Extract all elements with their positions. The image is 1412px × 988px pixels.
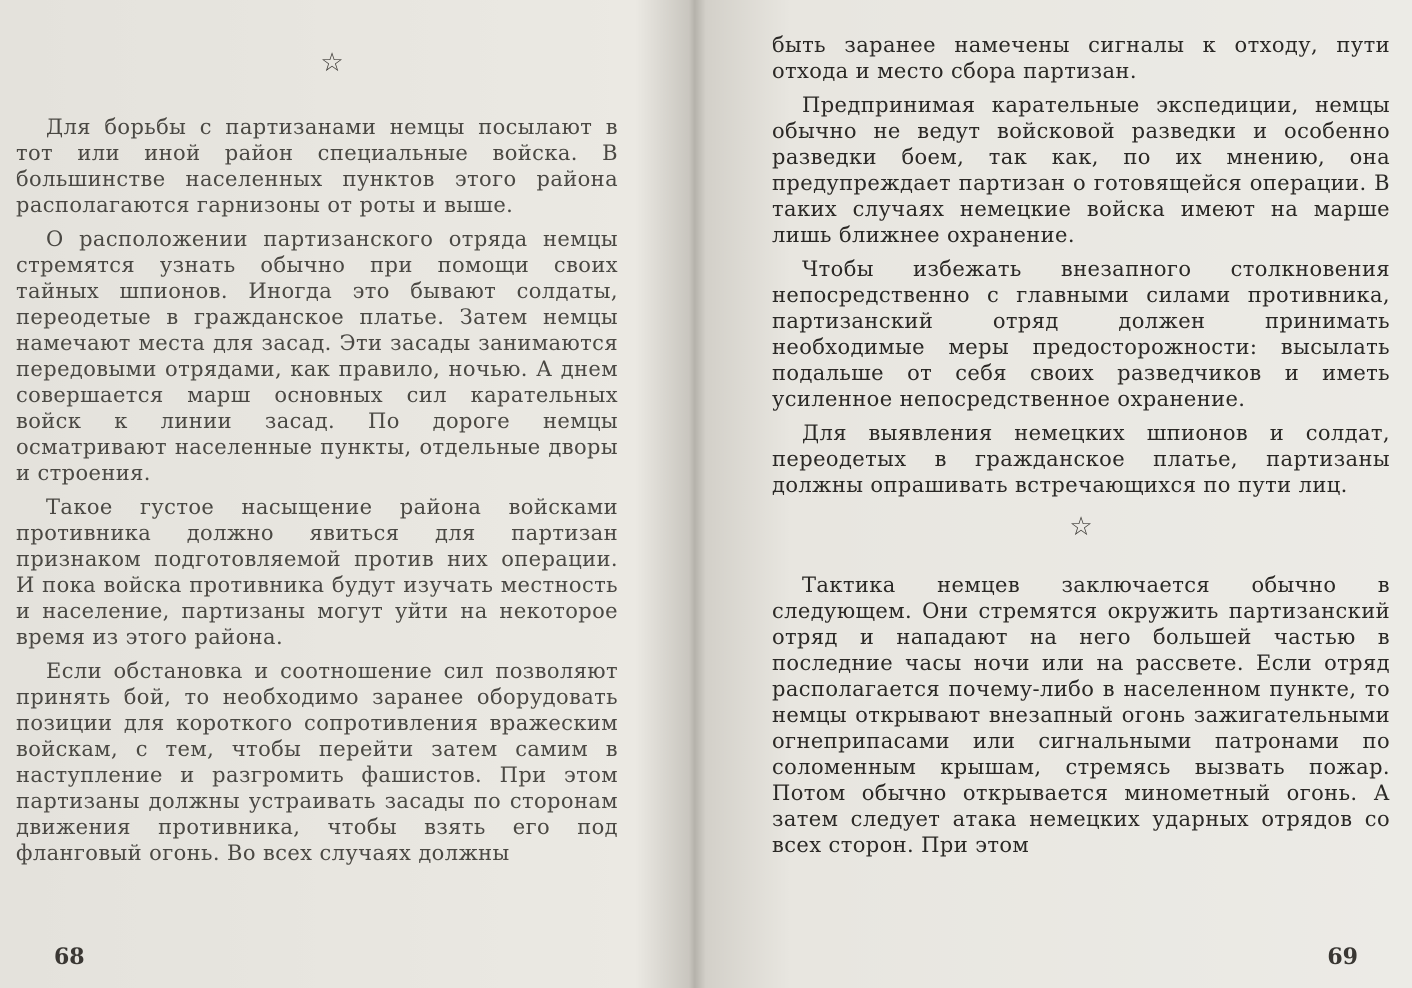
paragraph: Предпринимая карательные экспедиции, немцы обычно не ведут войсковой разведки и особенно разведки боем, так как, по их мнению, она предупреждает партизан о готовящейся операции. В таких случаях немецкие войска имеют на марше лишь ближнее охранение.	[772, 93, 1390, 247]
paragraph: Для борьбы с партизанами немцы посылают в тот или иной район специальные войска. В большинстве населенных пунктов этого района располагаются гарнизоны от роты и выше.	[16, 115, 618, 217]
paragraph: Чтобы избежать внезапного столкновения непосредственно с главными силами противника, партизанский отряд должен принимать необходимые меры предосторожности: высылать подальше от себя своих разведчиков и иметь усиленное непосредственное охранение.	[772, 257, 1390, 411]
paragraph: О расположении партизанского отряда немцы стремятся узнать обычно при помощи своих тайных шпионов. Иногда это бывают солдаты, переодетые в гражданское платье. Затем немцы намечают места для засад. Эти засады занимаются передовыми отрядами, как правило, ночью. А днем совершается марш основных сил карательных войск к линии засад. По дороге немцы осматривают населенные пункты, отдельные дворы и строения.	[16, 227, 618, 485]
page-number: 69	[1327, 944, 1358, 970]
paragraph: Для выявления немецких шпионов и солдат, переодетых в гражданское платье, партизаны должны опрашивать встречающихся по пути лиц.	[772, 421, 1390, 497]
paragraph: Такое густое насыщение района войсками противника должно явиться для партизан признаком подготовляемой против них операции. И пока войска противника будут изучать местность и население, партизаны могут уйти на некоторое время из этого района.	[16, 495, 618, 649]
paragraph: Тактика немцев заключается обычно в следующем. Они стремятся окружить партизанский отряд и нападают на него большей частью в последние часы ночи или на рассвете. Если отряд располагается почему-либо в населенном пункте, то немцы открывают внезапный огонь зажигательными огнеприпасами или сигнальными патронами по соломенным крышам, стремясь вызвать пожар. Потом обычно открывается минометный огонь. А затем следует атака немецких ударных отрядов со всех сторон. При этом	[772, 573, 1390, 857]
right-page	[710, 0, 1412, 988]
left-page	[0, 0, 688, 988]
star-icon: ☆	[320, 48, 344, 78]
paragraph-continuation: быть заранее намечены сигналы к отходу, пути отхода и место сбора партизан.	[772, 33, 1390, 83]
page-number: 68	[54, 944, 85, 970]
paragraph: Если обстановка и соотношение сил позволяют принять бой, то необходимо заранее оборудовать позиции для короткого сопротивления вражеским войскам, с тем, чтобы перейти затем самим в наступление и разгромить фашистов. При этом партизаны должны устраивать засады по сторонам движения противника, чтобы взять его под фланговый огонь. Во всех случаях должны	[16, 659, 618, 865]
star-icon: ☆	[1069, 512, 1093, 542]
